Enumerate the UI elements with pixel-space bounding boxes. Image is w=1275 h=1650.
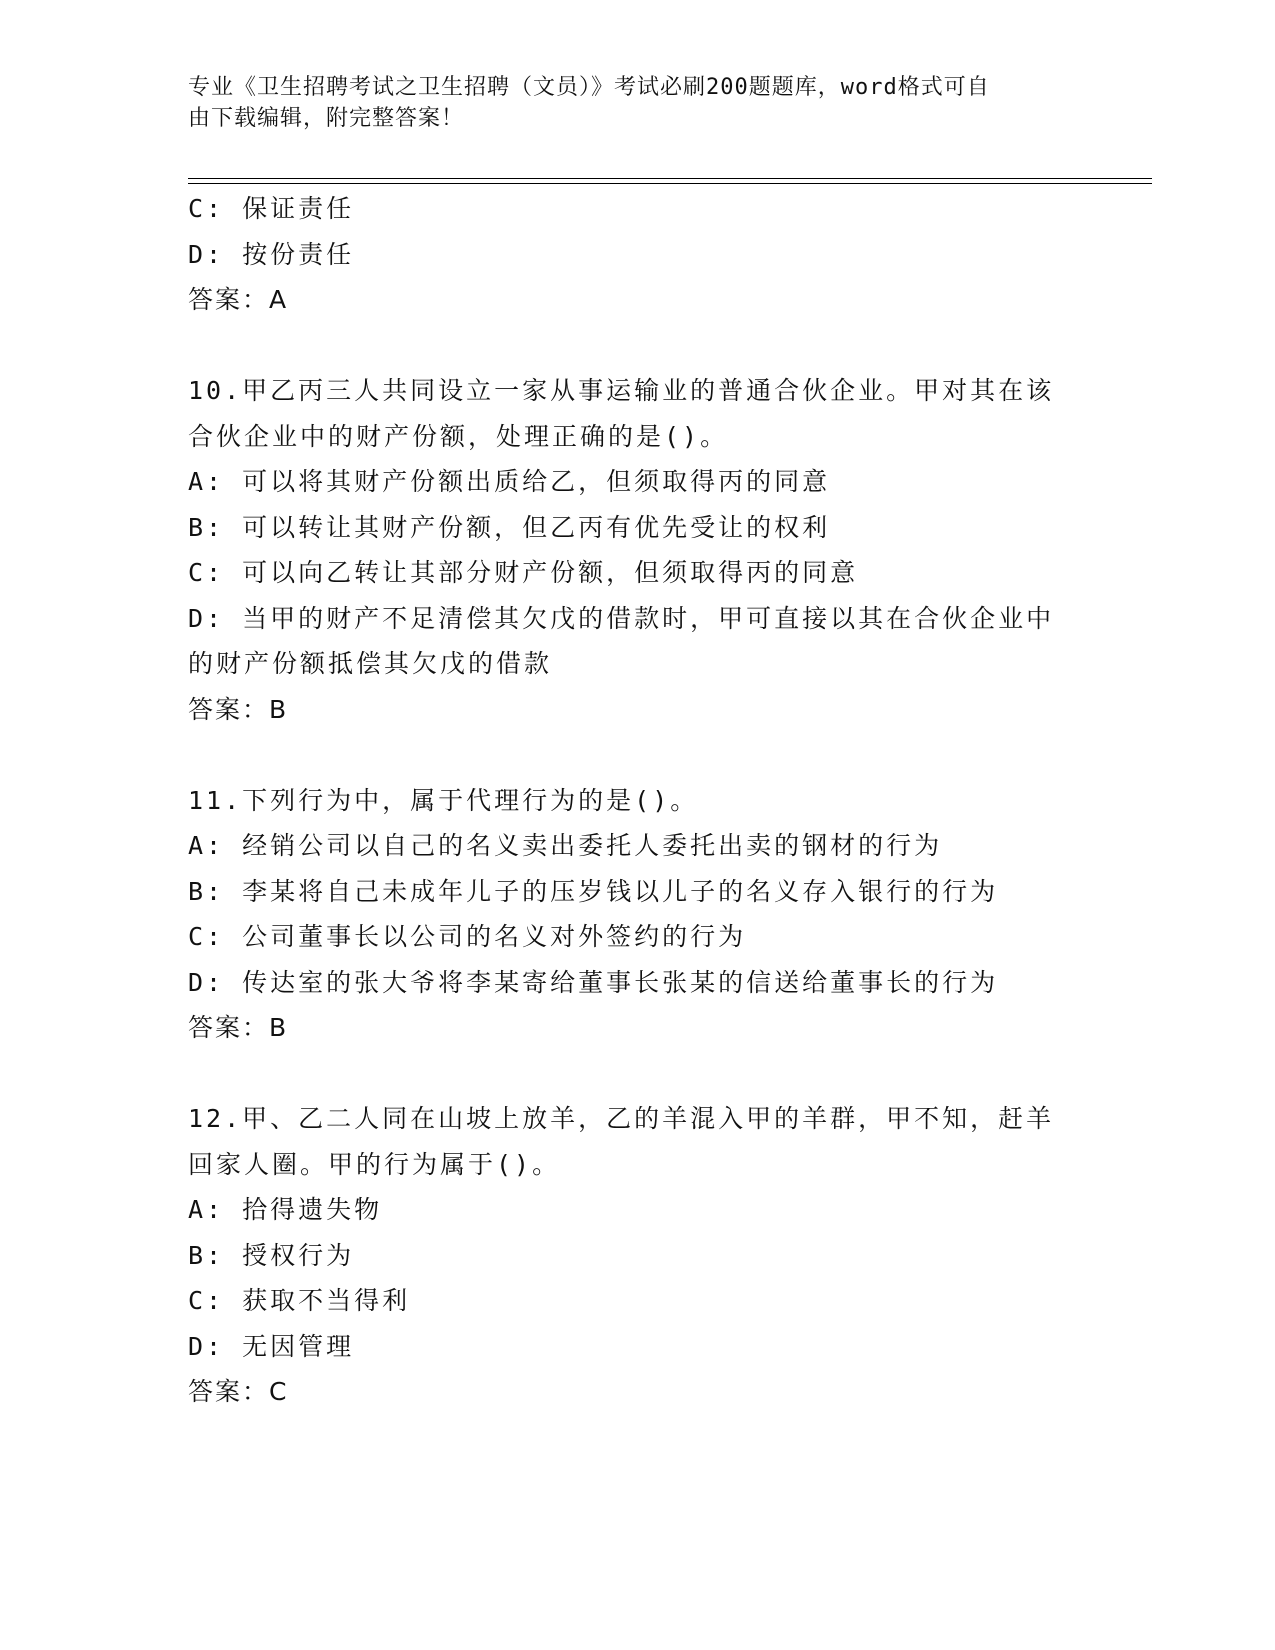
answer-value: B	[269, 1013, 290, 1042]
option-c: C: 保证责任	[188, 194, 355, 223]
question-stem-continued: 合伙企业中的财产份额，处理正确的是()。	[188, 421, 729, 451]
question-stem: 11.下列行为中，属于代理行为的是()。	[188, 785, 699, 815]
question-content	[188, 186, 1088, 1415]
question-9-continuation	[188, 186, 1088, 323]
option-d: D: 无因管理	[188, 1331, 355, 1361]
header-divider-bottom	[188, 183, 1152, 184]
question-11	[188, 778, 1088, 1051]
question-stem: 12.甲、乙二人同在山坡上放羊，乙的羊混入甲的羊群，甲不知，赶羊	[188, 1104, 1055, 1133]
option-d-continued: 的财产份额抵偿其欠戊的借款	[188, 649, 553, 678]
question-stem-continued: 回家人圈。甲的行为属于()。	[188, 1149, 561, 1179]
document-header	[188, 72, 1068, 134]
option-d: D: 传达室的张大爷将李某寄给董事长张某的信送给董事长的行为	[188, 967, 999, 997]
header-divider-top	[188, 178, 1152, 179]
option-a: A: 拾得遗失物	[188, 1195, 383, 1224]
option-d: D: 当甲的财产不足清偿其欠戊的借款时，甲可直接以其在合伙企业中	[188, 603, 1055, 633]
spacer	[188, 732, 1088, 778]
answer-line	[188, 687, 1088, 733]
spacer	[188, 1051, 1088, 1097]
header-line-2: 由下载编辑，附完整答案！	[188, 106, 465, 131]
answer-value: B	[269, 694, 290, 724]
answer-line	[188, 1369, 1088, 1415]
option-c: C: 获取不当得利	[188, 1286, 411, 1315]
question-12	[188, 1096, 1088, 1415]
option-b: B: 授权行为	[188, 1240, 355, 1270]
option-c: C: 可以向乙转让其部分财产份额，但须取得丙的同意	[188, 558, 859, 587]
answer-value: A	[269, 285, 290, 314]
answer-value: C	[269, 1377, 290, 1406]
answer-line	[188, 277, 1088, 323]
answer-label: 答案：	[188, 285, 270, 314]
question-10	[188, 368, 1088, 732]
option-b: B: 可以转让其财产份额，但乙丙有优先受让的权利	[188, 512, 831, 542]
spacer	[188, 323, 1088, 369]
header-line-1: 专业《卫生招聘考试之卫生招聘（文员）》考试必刷200题题库，word格式可自	[188, 75, 990, 100]
answer-label: 答案：	[188, 694, 270, 724]
option-b: B: 李某将自己未成年儿子的压岁钱以儿子的名义存入银行的行为	[188, 876, 999, 906]
option-a: A: 可以将其财产份额出质给乙，但须取得丙的同意	[188, 467, 831, 496]
question-stem: 10.甲乙丙三人共同设立一家从事运输业的普通合伙企业。甲对其在该	[188, 376, 1055, 405]
option-a: A: 经销公司以自己的名义卖出委托人委托出卖的钢材的行为	[188, 831, 943, 860]
answer-label: 答案：	[188, 1013, 270, 1042]
answer-label: 答案：	[188, 1377, 270, 1406]
answer-line	[188, 1005, 1088, 1051]
option-d: D: 按份责任	[188, 239, 355, 269]
option-c: C: 公司董事长以公司的名义对外签约的行为	[188, 922, 747, 951]
